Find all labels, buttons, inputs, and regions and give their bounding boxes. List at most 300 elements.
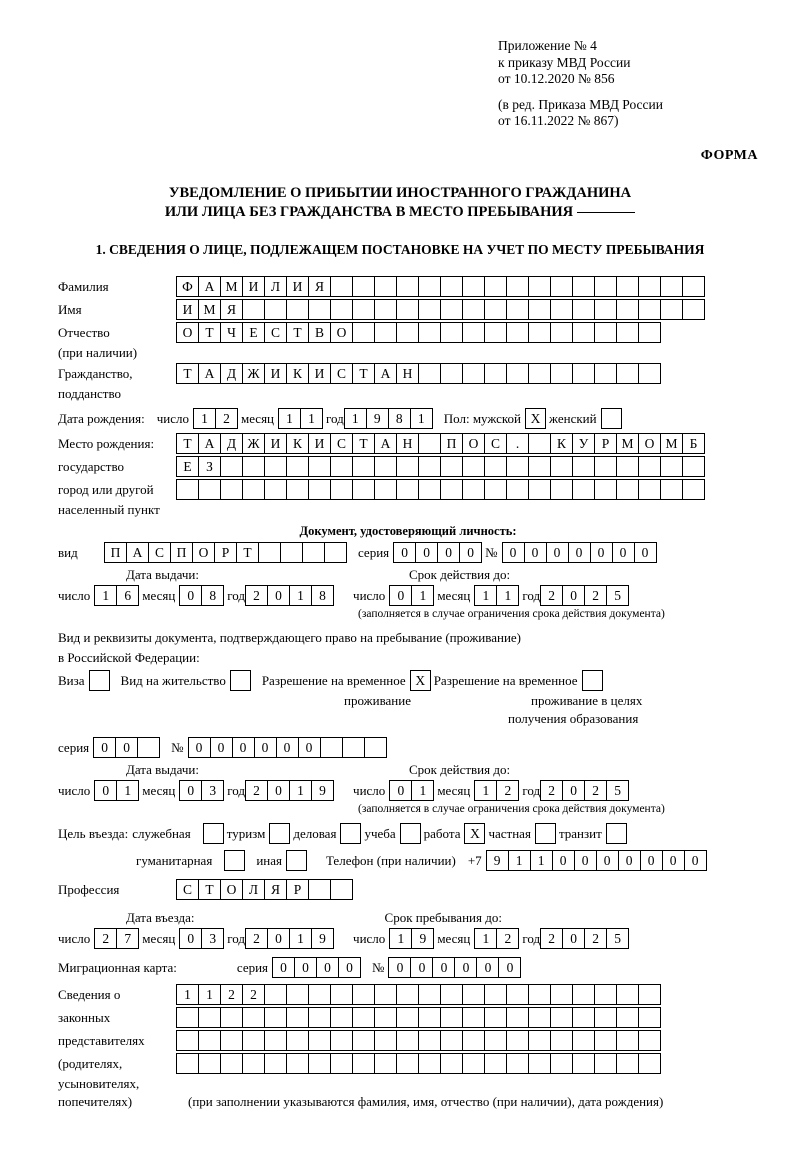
cell[interactable]: 0	[393, 542, 416, 563]
cell[interactable]: С	[148, 542, 171, 563]
cell[interactable]	[286, 984, 309, 1005]
cell[interactable]	[462, 984, 485, 1005]
cell[interactable]: Т	[198, 322, 221, 343]
cell[interactable]	[572, 1030, 595, 1051]
cell[interactable]	[528, 1053, 551, 1074]
cell[interactable]	[352, 299, 375, 320]
cell[interactable]: 0	[684, 850, 707, 871]
cell[interactable]	[242, 1007, 265, 1028]
cell[interactable]	[264, 299, 287, 320]
cell[interactable]: А	[126, 542, 149, 563]
birth-day-input[interactable]	[193, 408, 237, 429]
purpose-tourism-checkbox[interactable]	[269, 823, 289, 844]
cell[interactable]: 0	[388, 957, 411, 978]
cell[interactable]: Д	[220, 363, 243, 384]
cell[interactable]: 9	[311, 780, 334, 801]
cell[interactable]: А	[374, 363, 397, 384]
cell[interactable]	[330, 1053, 353, 1074]
cell[interactable]	[528, 1030, 551, 1051]
cell[interactable]	[484, 984, 507, 1005]
cell[interactable]: Ф	[176, 276, 199, 297]
cell[interactable]	[330, 276, 353, 297]
sex-male-checkbox[interactable]	[525, 408, 545, 429]
cell[interactable]: О	[638, 433, 661, 454]
cell[interactable]	[286, 1007, 309, 1028]
cell[interactable]: Д	[220, 433, 243, 454]
cell[interactable]	[506, 1030, 529, 1051]
cell[interactable]: 2	[584, 928, 607, 949]
cell[interactable]: 0	[316, 957, 339, 978]
cell[interactable]: 0	[562, 780, 585, 801]
cell[interactable]: 3	[201, 928, 224, 949]
cell[interactable]: 0	[432, 957, 455, 978]
cell[interactable]	[308, 1007, 331, 1028]
cell[interactable]	[462, 479, 485, 500]
cell[interactable]: О	[192, 542, 215, 563]
cell[interactable]: 0	[415, 542, 438, 563]
cell[interactable]: 1	[193, 408, 216, 429]
cell[interactable]	[396, 322, 419, 343]
cell[interactable]: 1	[410, 408, 433, 429]
cell[interactable]	[264, 1053, 287, 1074]
cell[interactable]: 2	[584, 780, 607, 801]
cell[interactable]	[462, 1007, 485, 1028]
cell[interactable]	[638, 1030, 661, 1051]
cell[interactable]	[286, 1030, 309, 1051]
cell[interactable]: А	[198, 433, 221, 454]
cell[interactable]: 8	[388, 408, 411, 429]
cell[interactable]: 0	[454, 957, 477, 978]
cell[interactable]: 0	[524, 542, 547, 563]
cell[interactable]	[418, 1030, 441, 1051]
cell[interactable]: 0	[498, 957, 521, 978]
cell[interactable]	[550, 299, 573, 320]
cell[interactable]	[528, 984, 551, 1005]
legal-rep-input-row-1[interactable]	[176, 984, 660, 1005]
cell[interactable]: З	[198, 456, 221, 477]
cell[interactable]: С	[330, 433, 353, 454]
cell[interactable]	[462, 363, 485, 384]
cell[interactable]: 0	[232, 737, 255, 758]
legal-rep-input-row-2[interactable]	[176, 1007, 660, 1028]
cell[interactable]	[352, 1053, 375, 1074]
stay-valid-day-input[interactable]	[389, 780, 433, 801]
cell[interactable]: 9	[366, 408, 389, 429]
surname-input[interactable]	[176, 276, 704, 297]
cell[interactable]: И	[264, 433, 287, 454]
cell[interactable]	[396, 984, 419, 1005]
stay-until-month-input[interactable]	[474, 928, 518, 949]
cell[interactable]: 0	[267, 780, 290, 801]
cell[interactable]	[220, 1053, 243, 1074]
cell[interactable]: 0	[267, 585, 290, 606]
cell[interactable]: Б	[682, 433, 705, 454]
legal-rep-input-row-4[interactable]	[176, 1053, 660, 1074]
cell[interactable]	[396, 1007, 419, 1028]
cell[interactable]	[286, 456, 309, 477]
cell[interactable]	[352, 322, 375, 343]
cell[interactable]	[264, 1030, 287, 1051]
cell[interactable]	[374, 276, 397, 297]
cell[interactable]	[660, 299, 683, 320]
cell[interactable]: 0	[389, 780, 412, 801]
cell[interactable]: Я	[308, 276, 331, 297]
cell[interactable]	[396, 1053, 419, 1074]
mc-number-input[interactable]	[388, 957, 520, 978]
cell[interactable]	[594, 322, 617, 343]
doc-type-input[interactable]	[104, 542, 346, 563]
cell[interactable]	[484, 456, 507, 477]
cell[interactable]	[220, 1030, 243, 1051]
doc-issue-day-input[interactable]	[94, 585, 138, 606]
cell[interactable]	[308, 479, 331, 500]
cell[interactable]	[308, 984, 331, 1005]
cell[interactable]: Т	[236, 542, 259, 563]
cell[interactable]: Т	[352, 433, 375, 454]
cell[interactable]: 1	[411, 780, 434, 801]
cell[interactable]: 0	[410, 957, 433, 978]
cell[interactable]	[440, 1007, 463, 1028]
cell[interactable]: Е	[176, 456, 199, 477]
cell[interactable]	[535, 823, 556, 844]
cell[interactable]	[418, 322, 441, 343]
cell[interactable]	[220, 1007, 243, 1028]
cell[interactable]	[506, 299, 529, 320]
cell[interactable]: С	[176, 879, 199, 900]
cell[interactable]	[638, 322, 661, 343]
cell[interactable]	[308, 1053, 331, 1074]
cell[interactable]	[616, 479, 639, 500]
cell[interactable]	[440, 984, 463, 1005]
cell[interactable]	[528, 456, 551, 477]
cell[interactable]	[418, 433, 441, 454]
purpose-work-checkbox[interactable]	[464, 823, 484, 844]
cell[interactable]	[616, 363, 639, 384]
cell[interactable]: П	[170, 542, 193, 563]
doc-issue-month-input[interactable]	[179, 585, 223, 606]
cell[interactable]: X	[525, 408, 546, 429]
cell[interactable]	[242, 479, 265, 500]
cell[interactable]	[572, 1053, 595, 1074]
cell[interactable]	[352, 276, 375, 297]
cell[interactable]	[638, 479, 661, 500]
cell[interactable]: 0	[459, 542, 482, 563]
cell[interactable]	[550, 984, 573, 1005]
cell[interactable]	[324, 542, 347, 563]
doc-valid-month-input[interactable]	[474, 585, 518, 606]
cell[interactable]	[506, 1007, 529, 1028]
cell[interactable]	[594, 299, 617, 320]
cell[interactable]: 1	[289, 928, 312, 949]
cell[interactable]	[528, 479, 551, 500]
cell[interactable]	[352, 984, 375, 1005]
cell[interactable]: 0	[272, 957, 295, 978]
cell[interactable]	[484, 1030, 507, 1051]
purpose-study-checkbox[interactable]	[400, 823, 420, 844]
cell[interactable]: М	[660, 433, 683, 454]
cell[interactable]: С	[264, 322, 287, 343]
cell[interactable]	[418, 1053, 441, 1074]
cell[interactable]	[550, 1053, 573, 1074]
cell[interactable]: 1	[530, 850, 553, 871]
cell[interactable]	[258, 542, 281, 563]
cell[interactable]	[462, 456, 485, 477]
cell[interactable]	[418, 456, 441, 477]
cell[interactable]	[572, 984, 595, 1005]
cell[interactable]: 0	[254, 737, 277, 758]
cell[interactable]: У	[572, 433, 595, 454]
cell[interactable]	[418, 299, 441, 320]
cell[interactable]: 0	[662, 850, 685, 871]
cell[interactable]: А	[198, 363, 221, 384]
cell[interactable]	[330, 984, 353, 1005]
cell[interactable]: Ж	[242, 433, 265, 454]
cell[interactable]: 5	[606, 928, 629, 949]
cell[interactable]	[506, 276, 529, 297]
cell[interactable]	[582, 670, 603, 691]
cell[interactable]	[440, 479, 463, 500]
cell[interactable]: 9	[486, 850, 509, 871]
cell[interactable]: 0	[338, 957, 361, 978]
cell[interactable]	[594, 363, 617, 384]
cell[interactable]: 1	[496, 585, 519, 606]
cell[interactable]	[286, 479, 309, 500]
cell[interactable]	[550, 456, 573, 477]
cell[interactable]	[198, 1007, 221, 1028]
cell[interactable]	[484, 363, 507, 384]
cell[interactable]	[330, 456, 353, 477]
cell[interactable]: 1	[474, 928, 497, 949]
cell[interactable]	[374, 299, 397, 320]
cell[interactable]: 1	[289, 780, 312, 801]
cell[interactable]	[550, 363, 573, 384]
legal-rep-input-row-3[interactable]	[176, 1030, 660, 1051]
cell[interactable]	[396, 276, 419, 297]
cell[interactable]: Ч	[220, 322, 243, 343]
cell[interactable]	[198, 1030, 221, 1051]
cell[interactable]	[616, 322, 639, 343]
cell[interactable]: 2	[242, 984, 265, 1005]
cell[interactable]	[594, 479, 617, 500]
doc-issue-year-input[interactable]	[245, 585, 333, 606]
birth-year-input[interactable]	[344, 408, 432, 429]
cell[interactable]	[550, 1007, 573, 1028]
cell[interactable]: 0	[618, 850, 641, 871]
cell[interactable]: 2	[215, 408, 238, 429]
cell[interactable]: 9	[311, 928, 334, 949]
cell[interactable]	[364, 737, 387, 758]
cell[interactable]	[660, 479, 683, 500]
cell[interactable]	[440, 456, 463, 477]
cell[interactable]: А	[198, 276, 221, 297]
cell[interactable]: 0	[267, 928, 290, 949]
purpose-official-checkbox[interactable]	[203, 823, 223, 844]
cell[interactable]	[616, 1007, 639, 1028]
stay-number-input[interactable]	[188, 737, 386, 758]
cell[interactable]	[616, 299, 639, 320]
cell[interactable]	[638, 984, 661, 1005]
cell[interactable]	[308, 1030, 331, 1051]
cell[interactable]	[286, 850, 307, 871]
cell[interactable]	[528, 299, 551, 320]
cell[interactable]: 0	[389, 585, 412, 606]
cell[interactable]	[264, 479, 287, 500]
stay-issue-day-input[interactable]	[94, 780, 138, 801]
cell[interactable]	[594, 1053, 617, 1074]
cell[interactable]: 5	[606, 780, 629, 801]
cell[interactable]	[528, 322, 551, 343]
cell[interactable]: Е	[242, 322, 265, 343]
cell[interactable]	[374, 456, 397, 477]
cell[interactable]	[550, 1030, 573, 1051]
cell[interactable]	[506, 479, 529, 500]
doc-valid-day-input[interactable]	[389, 585, 433, 606]
cell[interactable]	[528, 1007, 551, 1028]
cell[interactable]: 0	[437, 542, 460, 563]
cell[interactable]: 0	[179, 585, 202, 606]
cell[interactable]	[418, 363, 441, 384]
cell[interactable]	[220, 456, 243, 477]
cell[interactable]: 0	[634, 542, 657, 563]
cell[interactable]: С	[330, 363, 353, 384]
temp-residence-checkbox[interactable]	[410, 670, 430, 691]
cell[interactable]: X	[410, 670, 431, 691]
cell[interactable]: 5	[606, 585, 629, 606]
cell[interactable]	[242, 456, 265, 477]
cell[interactable]: 0	[590, 542, 613, 563]
cell[interactable]: 1	[289, 585, 312, 606]
cell[interactable]: М	[198, 299, 221, 320]
cell[interactable]: Я	[220, 299, 243, 320]
cell[interactable]: 0	[94, 780, 117, 801]
cell[interactable]	[638, 456, 661, 477]
stay-valid-year-input[interactable]	[540, 780, 628, 801]
cell[interactable]: 2	[245, 928, 268, 949]
cell[interactable]: М	[616, 433, 639, 454]
cell[interactable]	[506, 363, 529, 384]
phone-input[interactable]	[486, 850, 706, 871]
cell[interactable]	[198, 1053, 221, 1074]
cell[interactable]	[176, 1030, 199, 1051]
cell[interactable]	[330, 479, 353, 500]
cell[interactable]	[550, 322, 573, 343]
cell[interactable]	[572, 299, 595, 320]
cell[interactable]	[176, 1053, 199, 1074]
cell[interactable]: Н	[396, 363, 419, 384]
cell[interactable]: Т	[286, 322, 309, 343]
sex-female-checkbox[interactable]	[601, 408, 621, 429]
cell[interactable]	[572, 276, 595, 297]
cell[interactable]	[462, 322, 485, 343]
cell[interactable]: Р	[286, 879, 309, 900]
cell[interactable]	[462, 276, 485, 297]
cell[interactable]	[462, 1053, 485, 1074]
birthplace-input-row-2[interactable]	[176, 456, 704, 477]
cell[interactable]: 0	[502, 542, 525, 563]
stay-series-input[interactable]	[93, 737, 159, 758]
cell[interactable]	[440, 322, 463, 343]
cell[interactable]: Л	[264, 276, 287, 297]
cell[interactable]	[374, 984, 397, 1005]
purpose-humanitarian-checkbox[interactable]	[224, 850, 244, 871]
entry-year-input[interactable]	[245, 928, 333, 949]
cell[interactable]: 0	[552, 850, 575, 871]
stay-issue-year-input[interactable]	[245, 780, 333, 801]
cell[interactable]	[396, 1030, 419, 1051]
cell[interactable]	[638, 299, 661, 320]
cell[interactable]	[374, 1007, 397, 1028]
cell[interactable]: Т	[352, 363, 375, 384]
cell[interactable]: 1	[300, 408, 323, 429]
cell[interactable]	[638, 276, 661, 297]
birth-month-input[interactable]	[278, 408, 322, 429]
cell[interactable]: 0	[93, 737, 116, 758]
cell[interactable]: 2	[496, 780, 519, 801]
cell[interactable]: 1	[411, 585, 434, 606]
cell[interactable]	[601, 408, 622, 429]
cell[interactable]: X	[464, 823, 485, 844]
cell[interactable]	[242, 299, 265, 320]
stay-valid-month-input[interactable]	[474, 780, 518, 801]
cell[interactable]	[418, 276, 441, 297]
cell[interactable]	[572, 1007, 595, 1028]
cell[interactable]	[308, 456, 331, 477]
stay-until-year-input[interactable]	[540, 928, 628, 949]
entry-day-input[interactable]	[94, 928, 138, 949]
cell[interactable]	[572, 456, 595, 477]
cell[interactable]: 1	[176, 984, 199, 1005]
cell[interactable]: 2	[94, 928, 117, 949]
doc-number-input[interactable]	[502, 542, 656, 563]
cell[interactable]: П	[440, 433, 463, 454]
cell[interactable]: 8	[201, 585, 224, 606]
cell[interactable]	[330, 299, 353, 320]
cell[interactable]	[286, 1053, 309, 1074]
cell[interactable]: 0	[546, 542, 569, 563]
cell[interactable]	[550, 276, 573, 297]
cell[interactable]: 1	[198, 984, 221, 1005]
cell[interactable]	[594, 1007, 617, 1028]
mc-series-input[interactable]	[272, 957, 360, 978]
cell[interactable]	[89, 670, 110, 691]
cell[interactable]	[506, 1053, 529, 1074]
doc-series-input[interactable]	[393, 542, 481, 563]
cell[interactable]: Р	[214, 542, 237, 563]
cell[interactable]: Р	[594, 433, 617, 454]
cell[interactable]	[660, 276, 683, 297]
cell[interactable]	[176, 1007, 199, 1028]
cell[interactable]	[280, 542, 303, 563]
cell[interactable]	[342, 737, 365, 758]
cell[interactable]	[616, 276, 639, 297]
cell[interactable]: Я	[264, 879, 287, 900]
cell[interactable]: 8	[311, 585, 334, 606]
cell[interactable]: 0	[562, 585, 585, 606]
cell[interactable]: 2	[496, 928, 519, 949]
cell[interactable]: 2	[245, 780, 268, 801]
cell[interactable]: 2	[584, 585, 607, 606]
cell[interactable]	[462, 1030, 485, 1051]
cell[interactable]	[528, 363, 551, 384]
cell[interactable]: С	[484, 433, 507, 454]
cell[interactable]	[660, 456, 683, 477]
cell[interactable]: 0	[640, 850, 663, 871]
cell[interactable]	[528, 276, 551, 297]
cell[interactable]: И	[242, 276, 265, 297]
cell[interactable]: П	[104, 542, 127, 563]
cell[interactable]	[352, 479, 375, 500]
cell[interactable]: 0	[562, 928, 585, 949]
